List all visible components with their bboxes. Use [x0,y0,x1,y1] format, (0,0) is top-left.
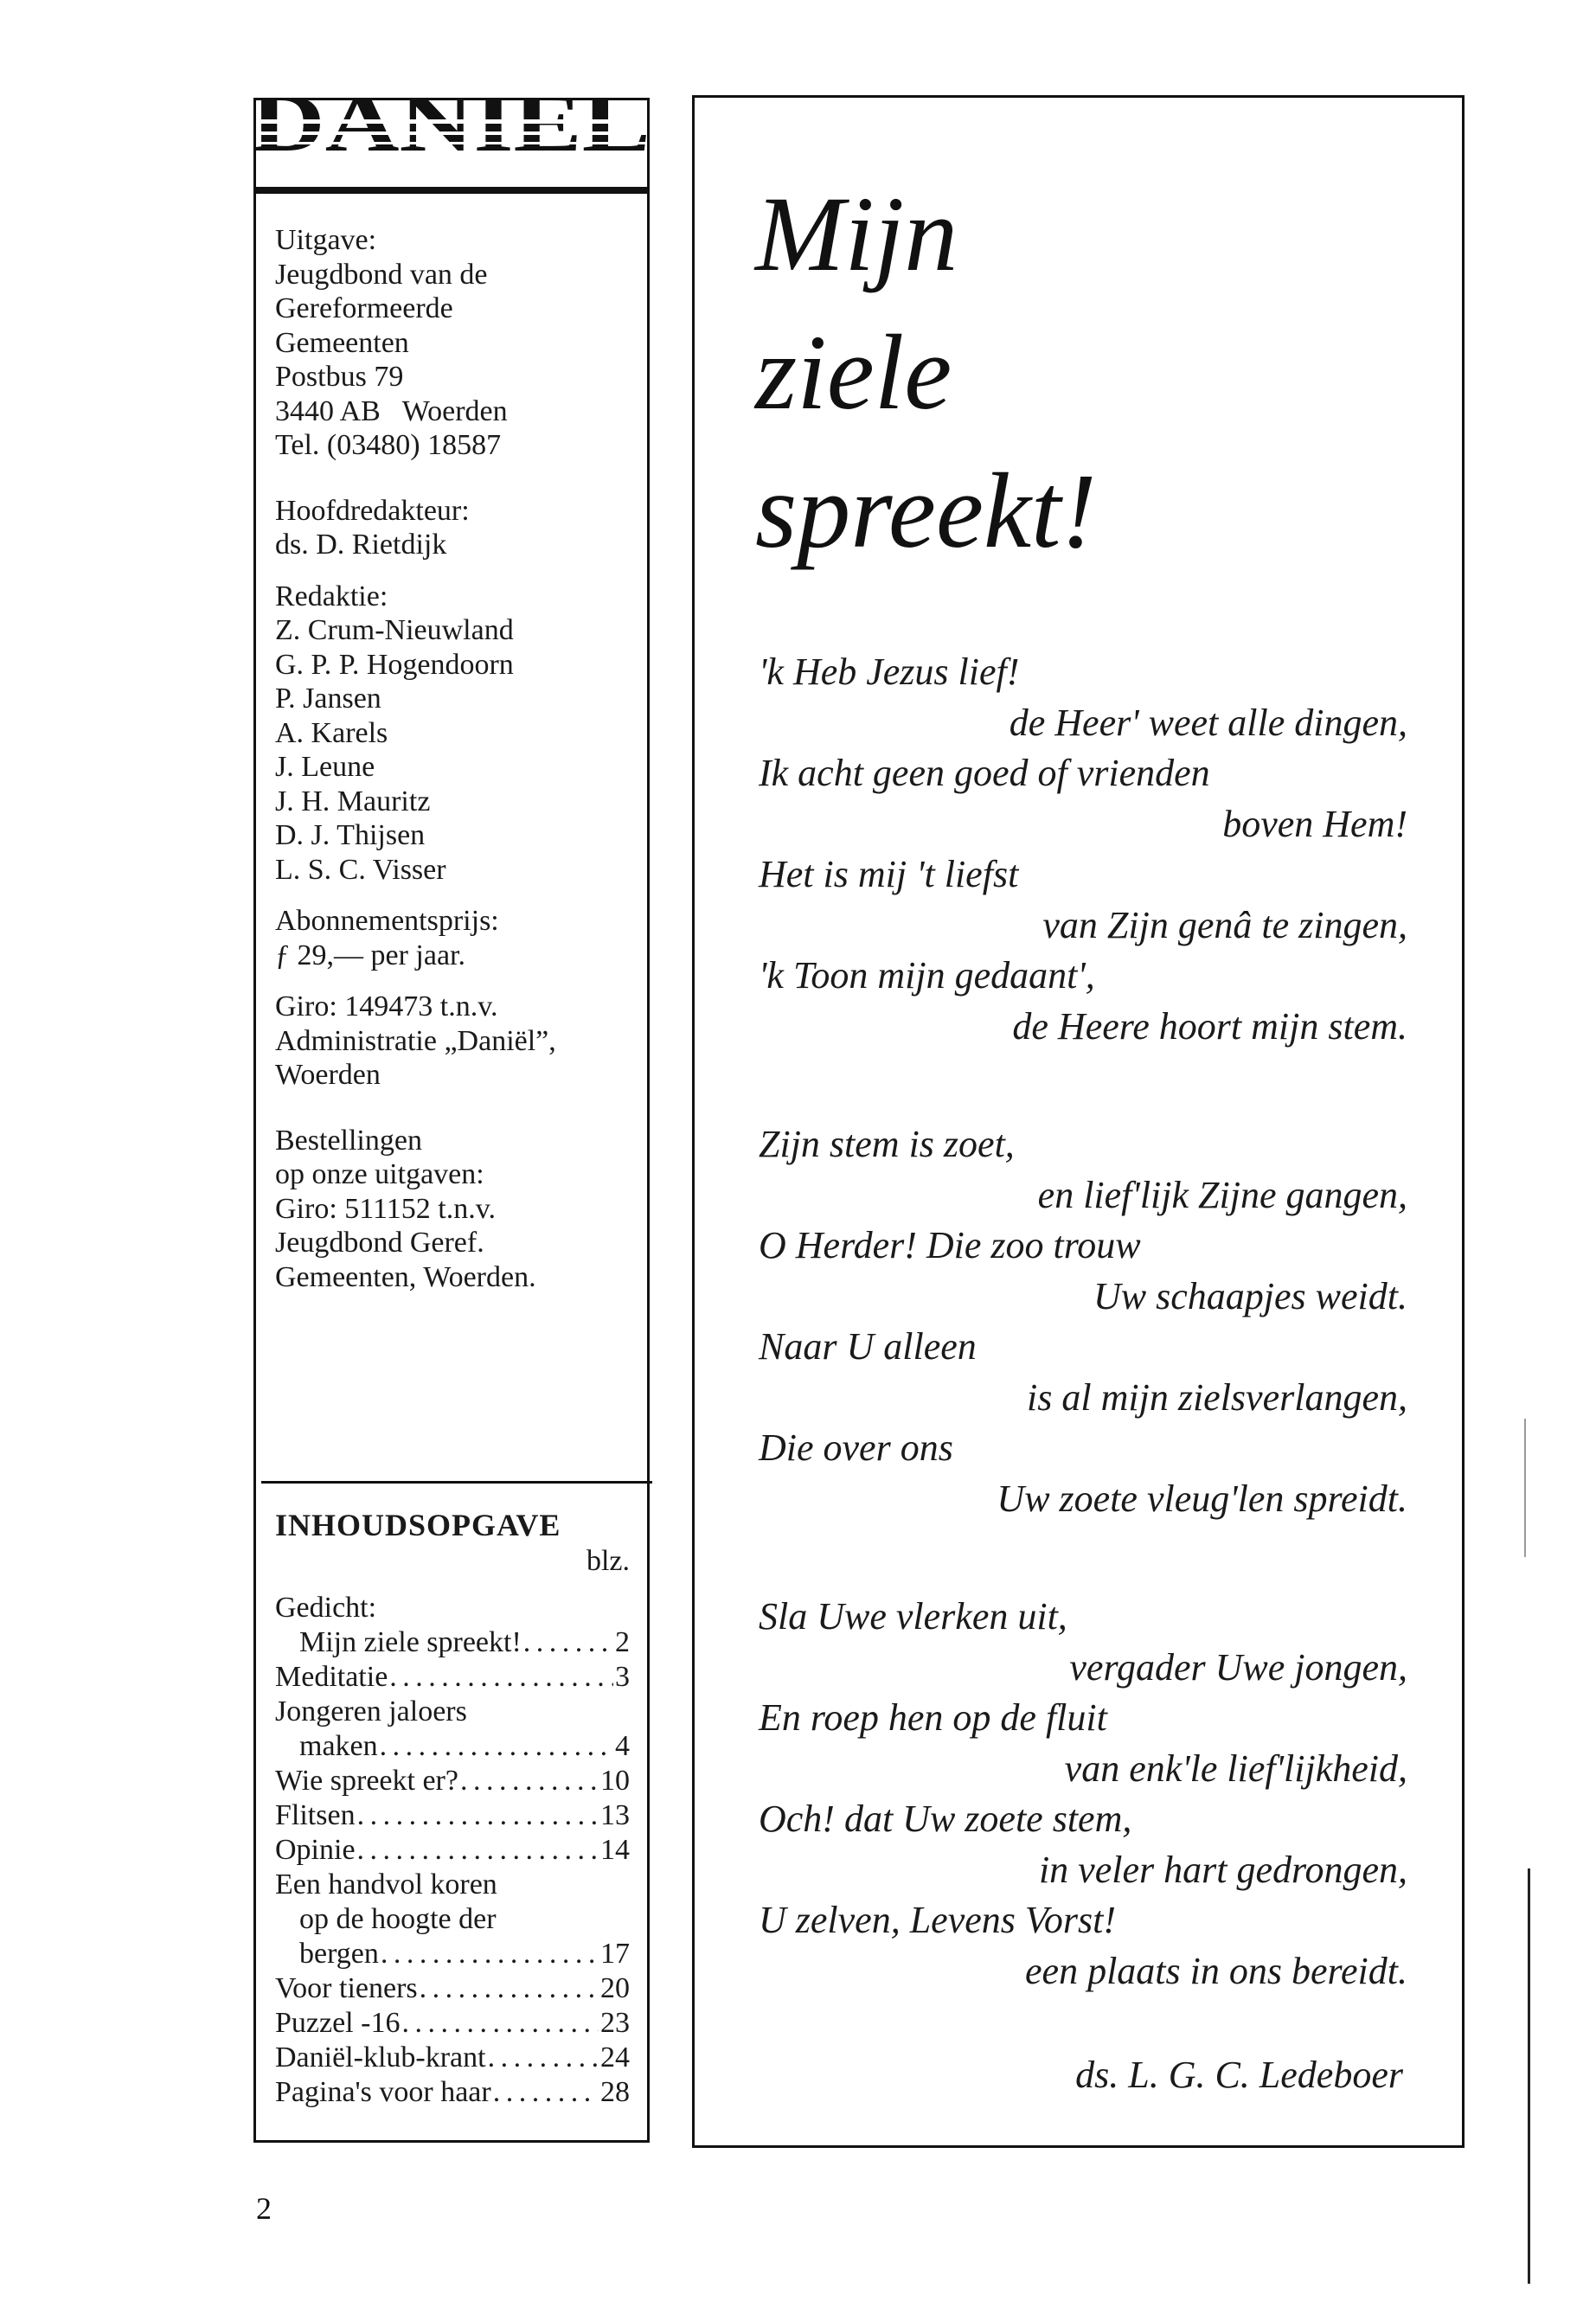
staff-member: G. P. P. Hogendoorn [275,648,514,681]
poem-line: 'k Toon mijn gedaant', [759,954,1095,997]
toc-leader [523,1625,613,1660]
scan-edge-line [1528,1868,1530,2284]
toc-item-page: 14 [600,1834,630,1866]
poem-line: een plaats in ons bereidt. [1025,1949,1407,1992]
toc-leader [381,1937,599,1971]
poem-line: 'k Heb Jezus lief! [759,651,1020,693]
toc-item-page: 2 [615,1626,630,1658]
table-of-contents [275,1506,630,2110]
toc-item-label: Gedicht: [275,1592,377,1624]
toc-item-label: Jongeren jaloers [275,1695,467,1727]
poem-line: Sla Uwe vlerken uit, [759,1595,1067,1638]
toc-item [275,1833,630,1868]
publisher-line: 3440 AB Woerden [275,394,508,427]
poem-stanza [759,647,1407,1052]
toc-leader [389,1660,613,1695]
poem-line: is al mijn zielsverlangen, [1027,1375,1407,1419]
staff-member: J. H. Mauritz [275,785,431,817]
publisher-line: Postbus 79 [275,361,404,393]
orders-line: Bestellingen [275,1124,422,1157]
masthead [256,100,647,194]
poem-line: O Herder! Die zoo trouw [759,1224,1141,1266]
toc-leader [357,1833,599,1868]
giro-block [275,990,638,1093]
poem-line: in veler hart gedrongen, [1038,1848,1407,1891]
subscription-price: ƒ 29,— per jaar. [275,939,465,971]
toc-item-title: Daniël-klub-krant [275,2041,486,2073]
toc-row [275,1937,630,1971]
toc-leader [493,2075,599,2110]
giro-line: Giro: 149473 t.n.v. [275,990,498,1022]
toc-item [275,1695,630,1764]
subscription-label: Abonnementsprijs: [275,905,499,937]
editor-block [275,494,638,562]
poem-author: ds. L. G. C. Ledeboer [1075,2054,1403,2096]
toc-item-page: 23 [600,2007,630,2039]
poem-line: U zelven, Levens Vorst! [759,1899,1117,1941]
staff-member: D. J. Thijsen [275,819,426,851]
orders-line: op onze uitgaven: [275,1158,484,1190]
poem-line: En roep hen op de fluit [759,1696,1107,1739]
toc-item-title: Mijn ziele spreekt! [299,1626,522,1658]
toc-item-label: Een handvol koren [275,1868,497,1900]
toc-item [275,2075,630,2110]
poem-title-line: ziele [755,313,952,432]
publisher-line: Tel. (03480) 18587 [275,429,502,461]
colophon-box [253,98,650,2143]
poem-line: van Zijn genâ te zingen, [1042,903,1407,946]
toc-item-page: 10 [600,1765,630,1797]
toc-item [275,1971,630,2006]
poem-line: Uw zoete vleug'len spreidt. [997,1477,1407,1520]
page-number: 2 [256,2191,272,2226]
staff-member: L. S. C. Visser [275,853,446,886]
toc-item-title: bergen [299,1938,379,1970]
toc-item-title: Puzzel -16 [275,2007,401,2039]
toc-item-title: Pagina's voor haar [275,2076,491,2108]
poem-line: en lief'lijk Zijne gangen, [1037,1173,1407,1216]
poem-body [759,647,1407,2064]
poem-line: boven Hem! [1222,802,1407,845]
publisher-line: Gereformeerde [275,292,453,324]
orders-line: Gemeenten, Woerden. [275,1260,536,1293]
editor-name: ds. D. Rietdijk [275,529,447,561]
poem-line: vergader Uwe jongen, [1069,1645,1407,1689]
toc-item-title: Voor tieners [275,1972,418,2004]
poem-stanza [759,1592,1407,1997]
orders-line: Giro: 511152 t.n.v. [275,1192,496,1225]
toc-leader [420,1971,599,2006]
toc-item [275,1660,630,1695]
poem-line: de Heere hoort mijn stem. [1012,1004,1407,1048]
poem-title-line: spreekt! [755,452,1097,570]
toc-item-page: 3 [615,1661,630,1693]
orders-line: Jeugdbond Geref. [275,1227,484,1259]
toc-item-page: 17 [600,1938,630,1970]
staff-label: Redaktie: [275,580,388,612]
publisher-line: Gemeenten [275,326,409,359]
toc-item [275,1868,630,1971]
toc-item-page: 20 [600,1972,630,2004]
toc-item [275,2006,630,2041]
publisher-label: Uitgave: [275,224,377,256]
poem-line: Naar U alleen [759,1325,977,1368]
staff-member: P. Jansen [275,683,381,715]
toc-page-header: blz. [586,1545,630,1577]
scan-edge-line [1524,1419,1526,1557]
publisher-line: Jeugdbond van de [275,258,488,291]
daniel-logo [256,100,647,187]
poem-line: de Heer' weet alle dingen, [1009,701,1407,744]
toc-row [275,1625,630,1660]
poem-title [755,165,1097,580]
poem-line: Die over ons [759,1426,953,1469]
toc-item-title: Flitsen [275,1799,356,1831]
poem-box [692,95,1465,2148]
toc-item-title: Wie spreekt er? [275,1765,458,1797]
poem-line: Zijn stem is zoet, [759,1123,1015,1165]
toc-item-label: op de hoogte der [299,1903,497,1935]
toc-item-page: 24 [600,2041,630,2073]
toc-item-page: 28 [600,2076,630,2108]
giro-line: Woerden [275,1059,381,1091]
toc-item-title: maken [299,1730,378,1762]
toc-item [275,1764,630,1798]
giro-line: Administratie „Daniël”, [275,1024,556,1057]
toc-item-page: 13 [600,1799,630,1831]
staff-member: J. Leune [275,751,375,783]
colophon [275,223,638,1311]
poem-line: Ik acht geen goed of vrienden [759,752,1210,794]
toc-row [275,1729,630,1764]
poem-line: Het is mij 't liefst [759,853,1019,895]
orders-block [275,1124,638,1295]
publisher-block [275,223,638,463]
toc-item-title: Meditatie [275,1661,388,1693]
toc-item [275,1798,630,1833]
poem-line: Och! dat Uw zoete stem, [759,1798,1132,1840]
toc-leader [460,1764,599,1798]
toc-item [275,1591,630,1660]
subscription-block [275,904,638,972]
staff-block [275,580,638,888]
poem-line: Uw schaapjes weidt. [1093,1274,1407,1317]
poem-stanza [759,1119,1407,1524]
staff-member: A. Karels [275,716,388,749]
toc-item [275,2041,630,2075]
toc-leader [488,2041,599,2075]
toc-leader [357,1798,599,1833]
toc-divider [261,1481,652,1484]
toc-title: INHOUDSOPGAVE [275,1508,561,1542]
toc-item-page: 4 [615,1730,630,1762]
poem-line: van enk'le lief'lijkheid, [1064,1747,1407,1790]
editor-label: Hoofdredakteur: [275,494,470,527]
toc-leader [380,1729,613,1764]
poem-title-line: Mijn [755,175,958,293]
toc-leader [401,2006,599,2041]
staff-member: Z. Crum-Nieuwland [275,614,514,646]
toc-item-title: Opinie [275,1834,356,1866]
